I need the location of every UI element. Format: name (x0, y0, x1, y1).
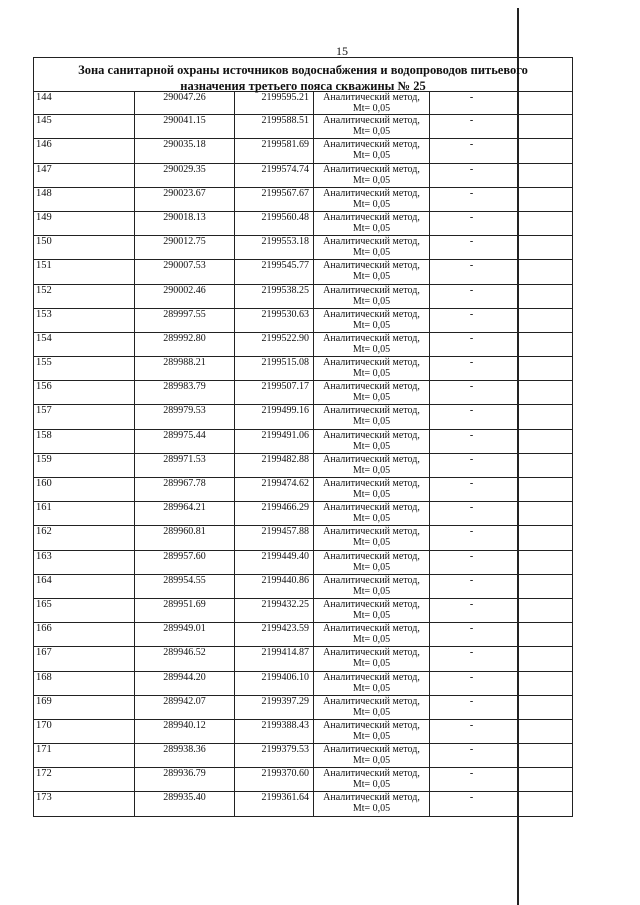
method-cell (314, 720, 430, 743)
table-row (33, 381, 573, 405)
method-text: Аналитический метод, (323, 187, 420, 199)
method-text: Аналитический метод, (323, 332, 420, 344)
method-tolerance: Mt= 0,05 (352, 174, 391, 186)
method-tolerance: Mt= 0,05 (352, 150, 391, 162)
point-number-cell: 146 (34, 139, 135, 162)
error-value-cell: - (469, 163, 474, 175)
method-tolerance: Mt= 0,05 (352, 416, 391, 428)
method-tolerance: Mt= 0,05 (352, 368, 391, 380)
table-row (33, 285, 573, 309)
point-number-cell: 166 (34, 623, 135, 646)
error-value-cell: - (469, 671, 474, 683)
method-tolerance: Mt= 0,05 (352, 489, 391, 500)
error-value-cell: - (469, 478, 474, 489)
y-coordinate-cell: 2199538.25 (235, 285, 314, 308)
x-coordinate-cell: 289964.21 (135, 502, 235, 525)
method-text: Аналитический метод, (323, 115, 420, 127)
method-text: Аналитический метод, (323, 211, 420, 223)
x-coordinate-cell: 289935.40 (135, 792, 235, 815)
table-row (33, 478, 573, 502)
x-coordinate-cell: 290012.75 (135, 236, 235, 259)
error-value-cell: - (469, 719, 474, 731)
table-row (33, 575, 573, 599)
method-text: Аналитический метод, (323, 478, 420, 489)
method-tolerance: Mt= 0,05 (352, 343, 391, 355)
y-coordinate-cell: 2199423.59 (235, 623, 314, 646)
method-tolerance: Mt= 0,05 (352, 682, 391, 694)
method-tolerance: Mt= 0,05 (352, 392, 391, 404)
method-cell (314, 575, 430, 598)
method-text: Аналитический метод, (323, 526, 420, 538)
error-value-cell: - (469, 187, 474, 199)
method-tolerance: Mt= 0,05 (352, 634, 391, 646)
point-number-cell: 148 (34, 188, 135, 211)
method-tolerance: Mt= 0,05 (352, 103, 391, 114)
error-value-cell: - (469, 768, 474, 780)
point-number-cell: 147 (34, 164, 135, 187)
y-coordinate-cell: 2199457.88 (235, 526, 314, 549)
method-text: Аналитический метод, (323, 357, 420, 369)
method-tolerance: Mt= 0,05 (352, 658, 391, 670)
x-coordinate-cell: 290023.67 (135, 188, 235, 211)
table-row (33, 212, 573, 236)
method-cell (314, 405, 430, 428)
error-value-cell: - (469, 357, 474, 369)
y-coordinate-cell: 2199466.29 (235, 502, 314, 525)
method-text: Аналитический метод, (323, 429, 420, 441)
table-row (33, 115, 573, 139)
method-cell (314, 792, 430, 815)
title-line-2: назначения третьего пояса скважины № 25 (180, 79, 426, 93)
method-text: Аналитический метод, (323, 671, 420, 683)
method-text: Аналитический метод, (323, 792, 420, 804)
y-coordinate-cell: 2199406.10 (235, 672, 314, 695)
method-cell (314, 526, 430, 549)
method-tolerance: Mt= 0,05 (352, 271, 391, 283)
table-row (33, 623, 573, 647)
y-coordinate-cell: 2199432.25 (235, 599, 314, 622)
error-value-cell: - (469, 332, 474, 344)
x-coordinate-cell: 290047.26 (135, 92, 235, 114)
method-text: Аналитический метод, (323, 598, 420, 610)
method-cell (314, 92, 430, 114)
point-number-cell: 161 (34, 502, 135, 525)
error-value-cell: - (469, 211, 474, 223)
point-number-cell: 171 (34, 744, 135, 767)
method-cell (314, 454, 430, 477)
table-title (33, 57, 573, 91)
method-cell (314, 623, 430, 646)
error-value-cell: - (469, 453, 474, 465)
point-number-cell: 157 (34, 405, 135, 428)
table-row (33, 405, 573, 429)
error-value-cell: - (469, 236, 474, 248)
x-coordinate-cell: 290041.15 (135, 115, 235, 138)
method-text: Аналитический метод, (323, 381, 420, 393)
x-coordinate-cell: 289938.36 (135, 744, 235, 767)
method-tolerance: Mt= 0,05 (352, 779, 391, 791)
y-coordinate-cell: 2199581.69 (235, 139, 314, 162)
point-number-cell: 163 (34, 551, 135, 574)
table-row (33, 551, 573, 575)
point-number-cell: 172 (34, 768, 135, 791)
x-coordinate-cell: 290029.35 (135, 164, 235, 187)
point-number-cell: 169 (34, 696, 135, 719)
y-coordinate-cell: 2199440.86 (235, 575, 314, 598)
x-coordinate-cell: 289957.60 (135, 551, 235, 574)
method-tolerance: Mt= 0,05 (352, 537, 391, 549)
point-number-cell: 155 (34, 357, 135, 380)
coordinates-table (33, 91, 573, 817)
table-row (33, 599, 573, 623)
point-number-cell: 152 (34, 285, 135, 308)
error-value-cell: - (469, 647, 474, 659)
y-coordinate-cell: 2199507.17 (235, 381, 314, 404)
error-value-cell: - (469, 526, 474, 538)
method-cell (314, 551, 430, 574)
x-coordinate-cell: 289971.53 (135, 454, 235, 477)
y-coordinate-cell: 2199397.29 (235, 696, 314, 719)
method-cell (314, 115, 430, 138)
method-tolerance: Mt= 0,05 (352, 561, 391, 573)
y-coordinate-cell: 2199449.40 (235, 551, 314, 574)
x-coordinate-cell: 289954.55 (135, 575, 235, 598)
table-row (33, 430, 573, 454)
table-row (33, 526, 573, 550)
y-coordinate-cell: 2199388.43 (235, 720, 314, 743)
point-number-cell: 149 (34, 212, 135, 235)
y-coordinate-cell: 2199515.08 (235, 357, 314, 380)
table-row (33, 139, 573, 163)
y-coordinate-cell: 2199361.64 (235, 792, 314, 815)
method-text: Аналитический метод, (323, 284, 420, 296)
error-value-cell: - (469, 550, 474, 562)
point-number-cell: 159 (34, 454, 135, 477)
y-coordinate-cell: 2199530.63 (235, 309, 314, 332)
point-number-cell: 144 (34, 92, 135, 114)
point-number-cell: 158 (34, 430, 135, 453)
point-number-cell: 153 (34, 309, 135, 332)
y-coordinate-cell: 2199370.60 (235, 768, 314, 791)
method-cell (314, 164, 430, 187)
point-number-cell: 170 (34, 720, 135, 743)
y-coordinate-cell: 2199553.18 (235, 236, 314, 259)
error-value-cell: - (469, 695, 474, 707)
table-row (33, 91, 573, 115)
method-cell (314, 188, 430, 211)
method-cell (314, 357, 430, 380)
method-tolerance: Mt= 0,05 (352, 295, 391, 307)
method-cell (314, 309, 430, 332)
y-coordinate-cell: 2199379.53 (235, 744, 314, 767)
method-cell (314, 647, 430, 670)
method-tolerance: Mt= 0,05 (352, 319, 391, 331)
method-cell (314, 333, 430, 356)
method-tolerance: Mt= 0,05 (352, 198, 391, 210)
table-row (33, 744, 573, 768)
table-row (33, 333, 573, 357)
method-text: Аналитический метод, (323, 768, 420, 780)
y-coordinate-cell: 2199482.88 (235, 454, 314, 477)
error-value-cell: - (469, 429, 474, 441)
method-text: Аналитический метод, (323, 623, 420, 635)
error-value-cell: - (469, 623, 474, 635)
method-cell (314, 139, 430, 162)
x-coordinate-cell: 290035.18 (135, 139, 235, 162)
error-value-cell: - (469, 92, 474, 103)
method-text: Аналитический метод, (323, 405, 420, 417)
method-tolerance: Mt= 0,05 (352, 706, 391, 718)
method-text: Аналитический метод, (323, 453, 420, 465)
method-cell (314, 285, 430, 308)
y-coordinate-cell: 2199588.51 (235, 115, 314, 138)
method-tolerance: Mt= 0,05 (352, 755, 391, 767)
error-value-cell: - (469, 260, 474, 272)
method-text: Аналитический метод, (323, 308, 420, 320)
table-row (33, 672, 573, 696)
x-coordinate-cell: 289946.52 (135, 647, 235, 670)
table-row (33, 260, 573, 284)
error-value-cell: - (469, 598, 474, 610)
table-row (33, 647, 573, 671)
method-text: Аналитический метод, (323, 719, 420, 731)
method-tolerance: Mt= 0,05 (352, 126, 391, 138)
method-cell (314, 478, 430, 501)
error-value-cell: - (469, 115, 474, 127)
x-coordinate-cell: 289949.01 (135, 623, 235, 646)
x-coordinate-cell: 290002.46 (135, 285, 235, 308)
point-number-cell: 151 (34, 260, 135, 283)
method-cell (314, 768, 430, 791)
title-line-1: Зона санитарной охраны источников водоснабжения и водопроводов питьевого (78, 63, 528, 77)
error-value-cell: - (469, 502, 474, 514)
y-coordinate-cell: 2199522.90 (235, 333, 314, 356)
y-coordinate-cell: 2199474.62 (235, 478, 314, 501)
table-row (33, 502, 573, 526)
method-text: Аналитический метод, (323, 260, 420, 272)
x-coordinate-cell: 289940.12 (135, 720, 235, 743)
method-text: Аналитический метод, (323, 574, 420, 586)
y-coordinate-cell: 2199414.87 (235, 647, 314, 670)
method-cell (314, 430, 430, 453)
error-value-cell: - (469, 792, 474, 804)
x-coordinate-cell: 289975.44 (135, 430, 235, 453)
method-cell (314, 744, 430, 767)
method-text: Аналитический метод, (323, 647, 420, 659)
table-row (33, 768, 573, 792)
table-row (33, 357, 573, 381)
method-cell (314, 502, 430, 525)
y-coordinate-cell: 2199574.74 (235, 164, 314, 187)
x-coordinate-cell: 289960.81 (135, 526, 235, 549)
y-coordinate-cell: 2199560.48 (235, 212, 314, 235)
table-row (33, 792, 573, 816)
method-tolerance: Mt= 0,05 (352, 247, 391, 259)
method-text: Аналитический метод, (323, 139, 420, 151)
method-cell (314, 599, 430, 622)
x-coordinate-cell: 289936.79 (135, 768, 235, 791)
method-tolerance: Mt= 0,05 (352, 730, 391, 742)
error-value-cell: - (469, 139, 474, 151)
x-coordinate-cell: 289997.55 (135, 309, 235, 332)
point-number-cell: 145 (34, 115, 135, 138)
x-coordinate-cell: 289988.21 (135, 357, 235, 380)
method-tolerance: Mt= 0,05 (352, 222, 391, 234)
error-value-cell: - (469, 308, 474, 320)
method-cell (314, 696, 430, 719)
method-tolerance: Mt= 0,05 (352, 513, 391, 525)
y-coordinate-cell: 2199491.06 (235, 430, 314, 453)
x-coordinate-cell: 289983.79 (135, 381, 235, 404)
method-text: Аналитический метод, (323, 550, 420, 562)
table-row (33, 309, 573, 333)
x-coordinate-cell: 289979.53 (135, 405, 235, 428)
point-number-cell: 168 (34, 672, 135, 695)
method-tolerance: Mt= 0,05 (352, 585, 391, 597)
point-number-cell: 167 (34, 647, 135, 670)
y-coordinate-cell: 2199595.21 (235, 92, 314, 114)
x-coordinate-cell: 289942.07 (135, 696, 235, 719)
method-cell (314, 260, 430, 283)
method-tolerance: Mt= 0,05 (352, 609, 391, 621)
method-text: Аналитический метод, (323, 236, 420, 248)
x-coordinate-cell: 290018.13 (135, 212, 235, 235)
method-tolerance: Mt= 0,05 (352, 464, 391, 476)
page-number: 15 (336, 44, 348, 58)
table-row (33, 236, 573, 260)
error-value-cell: - (469, 405, 474, 417)
method-text: Аналитический метод, (323, 695, 420, 707)
y-coordinate-cell: 2199499.16 (235, 405, 314, 428)
error-value-cell: - (469, 381, 474, 393)
method-tolerance: Mt= 0,05 (352, 440, 391, 452)
point-number-cell: 160 (34, 478, 135, 501)
y-coordinate-cell: 2199567.67 (235, 188, 314, 211)
table-row (33, 164, 573, 188)
table-row (33, 696, 573, 720)
x-coordinate-cell: 289944.20 (135, 672, 235, 695)
table-row (33, 720, 573, 744)
point-number-cell: 162 (34, 526, 135, 549)
table-row (33, 188, 573, 212)
method-cell (314, 212, 430, 235)
method-text: Аналитический метод, (323, 92, 420, 103)
y-coordinate-cell: 2199545.77 (235, 260, 314, 283)
method-cell (314, 672, 430, 695)
method-cell (314, 236, 430, 259)
x-coordinate-cell: 289967.78 (135, 478, 235, 501)
table-row (33, 454, 573, 478)
point-number-cell: 150 (34, 236, 135, 259)
method-text: Аналитический метод, (323, 744, 420, 756)
coordinates-document (33, 57, 573, 817)
point-number-cell: 164 (34, 575, 135, 598)
error-value-cell: - (469, 574, 474, 586)
x-coordinate-cell: 290007.53 (135, 260, 235, 283)
point-number-cell: 165 (34, 599, 135, 622)
x-coordinate-cell: 289992.80 (135, 333, 235, 356)
method-text: Аналитический метод, (323, 163, 420, 175)
method-tolerance: Mt= 0,05 (352, 803, 391, 815)
error-value-cell: - (469, 744, 474, 756)
error-value-cell: - (469, 284, 474, 296)
point-number-cell: 154 (34, 333, 135, 356)
point-number-cell: 156 (34, 381, 135, 404)
x-coordinate-cell: 289951.69 (135, 599, 235, 622)
point-number-cell: 173 (34, 792, 135, 815)
method-text: Аналитический метод, (323, 502, 420, 514)
method-cell (314, 381, 430, 404)
